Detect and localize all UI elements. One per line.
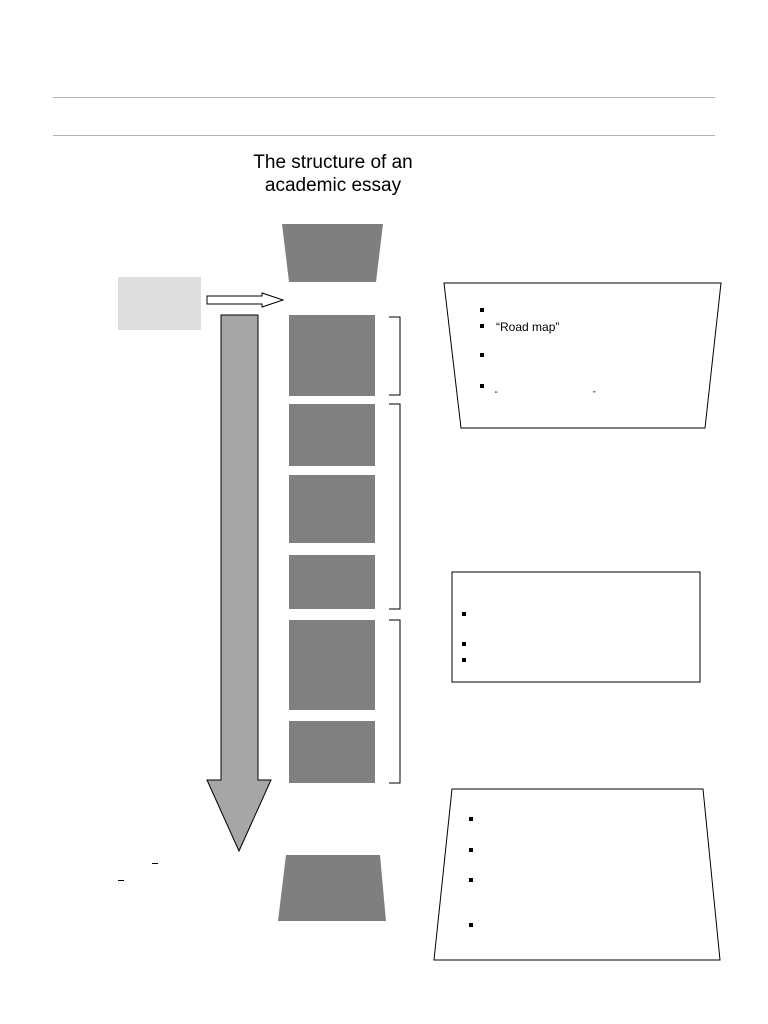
- bottom-trapezoid: [278, 855, 386, 921]
- bullet-marker: [469, 878, 473, 882]
- intro-callout-box: [444, 283, 721, 428]
- conclusion-callout-box: [434, 789, 720, 960]
- intro-quote-close: ”: [593, 390, 596, 399]
- bullet-marker: [480, 308, 484, 312]
- bullet-marker: [469, 848, 473, 852]
- intro-bullet-road-map: “Road map”: [496, 320, 560, 334]
- top-trapezoid: [282, 224, 383, 282]
- bullet-marker: [469, 817, 473, 821]
- bracket-body: [389, 404, 400, 609]
- bullet-marker: [462, 612, 466, 616]
- bullet-marker: [480, 324, 484, 328]
- margin-dash: [152, 863, 158, 864]
- down-arrow: [207, 315, 271, 851]
- margin-dash: [118, 880, 124, 881]
- intro-quote-open: “: [495, 390, 498, 399]
- bracket-intro: [389, 317, 400, 395]
- bullet-marker: [462, 658, 466, 662]
- bullet-marker: [480, 384, 484, 388]
- body-callout-box: [452, 572, 700, 682]
- bullet-marker: [462, 642, 466, 646]
- bracket-conclusion: [389, 620, 400, 783]
- bullet-marker: [480, 353, 484, 357]
- diagram-title: The structure of an academic essay: [253, 152, 413, 196]
- bullet-marker: [469, 923, 473, 927]
- small-right-arrow: [207, 293, 283, 307]
